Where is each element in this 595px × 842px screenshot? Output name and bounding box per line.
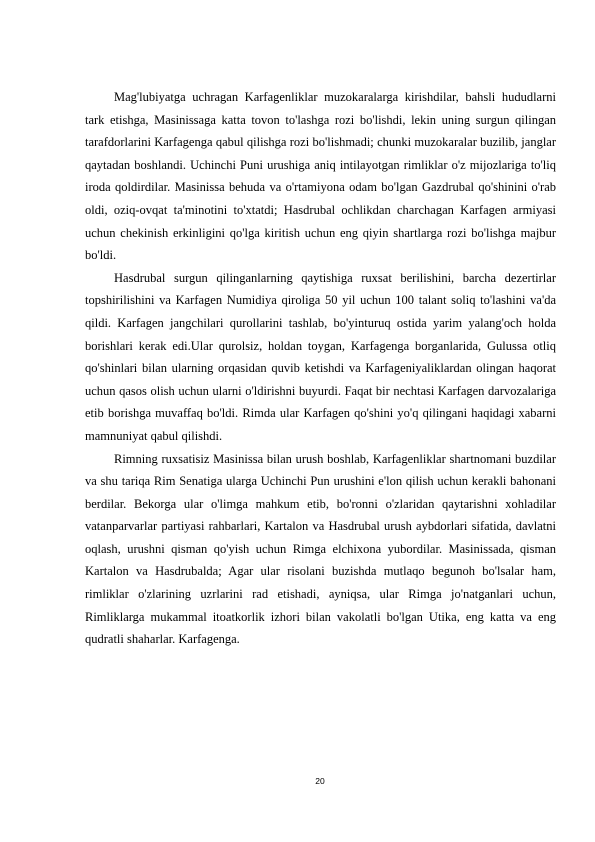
paragraph-3: Rimning ruxsatisiz Masinissa bilan urush boshlab, Karfagenliklar shartnomani buzdilar va shu tariqa Rim Senatiga ularga Uchinchi Pun urushini e'lon qilish uchun kerakli bahonani berdilar. Bekorga ular o'limga mahkum etib, bo'ronni o'zlaridan qaytarishni xohladilar vatanparvarlar partiyasi rahbarlari, Kartalon va Hasdrubal urush aybdorlari sifatida, davlatni oqlash, urushni qisman qo'yish uchun Rimga elchixona yubordilar. Masinissada, qisman Kartalon va Hasdrubalda; Agar ular risolani buzishda mutlaqo begunoh bo'lsalar ham, rimliklar o'zlarining uzrlarini rad etishadi, ayniqsa, ular Rimga jo'natganlari uchun, Rimliklarga mukammal itoatkorlik izhori bilan vakolatli bo'lgan Utika, eng katta va eng qudratli shaharlar. Karfagenga. [85, 451, 556, 647]
paragraph-1: Mag'lubiyatga uchragan Karfagenliklar muzokaralarga kirishdilar, bahsli hududlarni tark etishga, Masinissaga katta tovon to'lashga rozi bo'lishdi, lekin uning surgun qilingan tarafdorlarini Karfagenga qabul qilishga rozi bo'lishmadi; chunki muzokaralar buzilib, janglar qaytadan boshlandi. Uchinchi Puni urushiga aniq intilayotgan rimliklar o'z mijozlariga to'liq iroda qoldirdilar. Masinissa behuda va o'rtamiyona odam bo'lgan Gazdrubal qo'shinini o'rab oldi, oziq-ovqat ta'minotini to'xtatdi; Hasdrubal ochlikdan charchagan Karfagen armiyasi uchun chekinish erkinligini qo'lga kiritish uchun eng qiyin shartlarga rozi bo'lishga majbur bo'ldi. [85, 90, 556, 263]
paragraph-2: Hasdrubal surgun qilinganlarning qaytishiga ruxsat berilishini, barcha dezertirlar topshirilishini va Karfagen Numidiya qiroliga 50 yil uchun 100 talant soliq to'lashini va'da qildi. Karfagen jangchilari qurollarini tashlab, bo'yinturuq ostida yarim yalang'och holda borishlari kerak edi.Ular qurolsiz, holdan toygan, Karfagenga borganlarida, Gulussa otliq qo'shinlari bilan ularning orqasidan quvib ketishdi va Karfageniyaliklardan olingan haqorat uchun qasos olish uchun ularni o'ldirishni buyurdi. Faqat bir nechtasi Karfagen darvozalariga etib borishga muvaffaq bo'ldi. Rimda ular Karfagen qo'shini yo'q qilingani haqidagi xabarni mamnuniyat qabul qilishdi. [85, 270, 556, 443]
document-body [85, 86, 556, 651]
page-number: 20 [315, 776, 325, 786]
